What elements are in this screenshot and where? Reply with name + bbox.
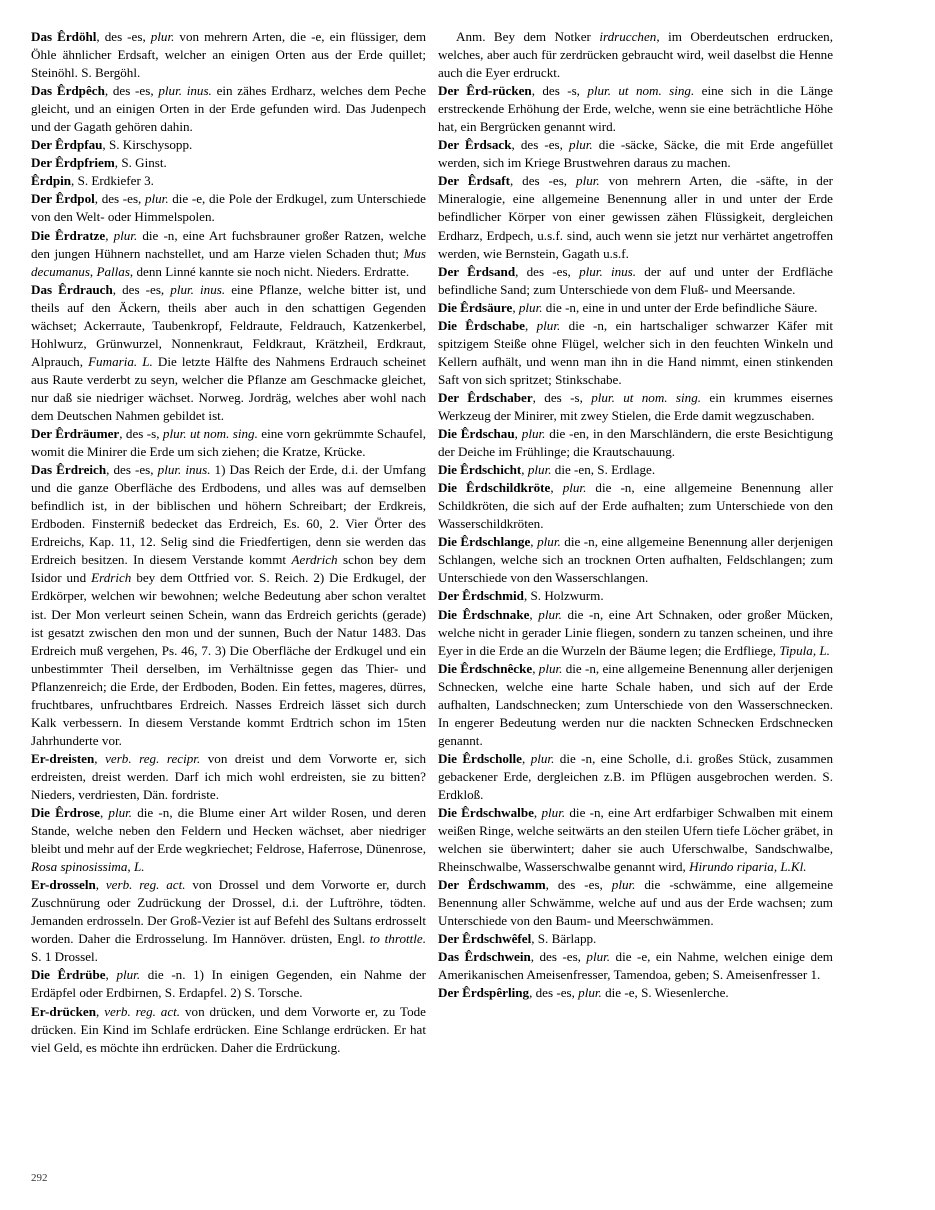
entry-text: , bbox=[524, 317, 537, 333]
entry-text: 1) Das Reich der Erde, d.i. der Umfang und die ganze Oberfläche des Erdbodens, und alles was auf demselben befindlich ist, in der biblischen und höhern Schreibart; der Erdkreis, Erdboden. Finsterniß bedecket das Erdreich, Es. 60, 2. Vier Örter des Erdreichs, Kap. 11, 12. Selig sind die Friedfertigen, denn sie werden das Erdreich besitzen. In diesem Verstande kommt bbox=[31, 462, 426, 568]
entry-text: die -e, die Pole der Erdkugel, zum Unterschiede von den Welt- oder Himmelspolen. bbox=[31, 191, 426, 225]
entry-text: Die letzte Hälfte des Nahmens Erdrauch scheinet aus Raute verderbt zu seyn, welcher die Pflanze am Geschmacke gleichet, nur daß sie niedriger wächset. Norweg. Jordräg, welches aber wohl nach dem Deutschen Nahmen gebildet ist. bbox=[31, 353, 426, 423]
entry-headword: Er-dreisten bbox=[31, 750, 95, 766]
entry-italic-text: Rosa spinosissima, L. bbox=[31, 859, 145, 875]
dictionary-entry bbox=[31, 1003, 426, 1057]
entry-italic-text: plur. ut nom. sing. bbox=[591, 389, 702, 405]
dictionary-entry bbox=[31, 750, 426, 804]
entry-headword: Der Êrdpfau bbox=[31, 137, 103, 153]
dictionary-entry bbox=[438, 389, 833, 425]
dictionary-entry bbox=[438, 804, 833, 876]
dictionary-entry bbox=[438, 660, 833, 750]
entry-headword: Die Êrdsäure bbox=[438, 299, 513, 315]
entry-text: bey dem Ottfried vor. S. Reich. 2) Die Erdkugel, der Erdkörper, welchen wir bewohnen; welche Bedeutung aber schon veraltet ist. Der Mon verleurt seinen Schein, wann das Erdreich gerichts (gerade) ist gesatzt zwischen den mon und der sunnen, Buch der Natur 1483. Das Erdreich muß vergehen, Ps. 46, 7. 3) Die Oberfläche der Erdkugel und ein unbestimmter Theil derselben, im Verhältnisse gegen das Thier- und Pflanzenreich; die Erde, der Erdboden, Boden. Ein fettes, mageres, dürres, fruchtbares, unfruchtbares Erdreich. Nasses Erdreich lässet sich durch Kalk verbessern. In diesem Verstande kommt Erdtrich schon im 15ten Jahrhunderte vor. bbox=[31, 570, 426, 748]
entry-text: die -schwämme, eine allgemeine Benennung aller Schwämme, welche auf und aus der Erde wachsen; zum Unterschiede von den Baum- und Meerschwämmen. bbox=[438, 877, 834, 929]
dictionary-entry bbox=[31, 190, 426, 226]
dictionary-entry bbox=[438, 263, 833, 299]
entry-text: , bbox=[95, 1003, 105, 1019]
dictionary-entry bbox=[31, 227, 426, 281]
entry-italic-text: plur. ut nom. sing. bbox=[587, 83, 695, 99]
entry-headword: Der Êrdsand bbox=[438, 263, 516, 279]
entry-text: , S. Bärlapp. bbox=[531, 931, 597, 947]
dictionary-entry bbox=[438, 930, 833, 948]
entry-text: , des -es, bbox=[96, 29, 151, 44]
entry-text: , S. Erdkiefer 3. bbox=[71, 173, 154, 189]
entry-text: , bbox=[105, 227, 114, 243]
entry-text: die -n, eine Art fuchsbrauner großer Ratzen, welche den jungen Hühnern nachstellet, und am Harze vielen Schaden thut; bbox=[31, 227, 427, 261]
entry-headword: Das Êrdschwein bbox=[438, 949, 531, 965]
entry-italic-text: plur. bbox=[536, 317, 561, 333]
page-number: 292 bbox=[31, 1172, 48, 1184]
entry-headword: Der Êrdpol bbox=[31, 191, 95, 207]
entry-italic-text: plur. bbox=[530, 750, 555, 766]
entry-text: , des -es, bbox=[94, 191, 145, 207]
left-column bbox=[31, 28, 426, 1057]
dictionary-entry bbox=[438, 299, 833, 317]
entry-text: , bbox=[521, 462, 528, 478]
entry-text: , des -es, bbox=[106, 462, 158, 478]
entry-italic-text: plur. inus. bbox=[579, 263, 637, 279]
entry-italic-text: verb. reg. recipr. bbox=[105, 750, 201, 766]
entry-headword: Die Êrdschlange bbox=[438, 534, 531, 550]
entry-italic-text: Fumaria. L. bbox=[88, 353, 153, 369]
entry-italic-text: plur. inus. bbox=[170, 281, 226, 297]
dictionary-entry bbox=[31, 154, 426, 172]
entry-headword: Das Êrdöhl bbox=[31, 29, 97, 44]
entry-italic-text: Aerdrich bbox=[291, 552, 338, 568]
entry-text: , bbox=[550, 480, 563, 496]
entry-text: , S. Holzwurm. bbox=[523, 588, 604, 604]
entry-text: , des -es, bbox=[529, 985, 579, 1001]
entry-text: die -n, eine allgemeine Benennung aller derjenigen Schlangen, welche sich an trocknen Orten aufhalten, Feldschlangen; zum Unterschiede von den Wasserschlangen. bbox=[438, 534, 834, 586]
entry-headword: Die Êrdscholle bbox=[438, 750, 522, 766]
entry-italic-text: plur. bbox=[578, 985, 602, 1001]
entry-headword: Die Êrdratze bbox=[31, 227, 106, 243]
dictionary-entry bbox=[438, 606, 833, 660]
entry-text: , bbox=[514, 426, 522, 442]
entry-headword: Die Êrdschwalbe bbox=[438, 805, 534, 821]
entry-headword: Die Êrdschnake bbox=[438, 606, 530, 622]
entry-text: die -n. 1) In einigen Gegenden, ein Nahme der Erdäpfel oder Erdbirnen, S. Erdapfel. 2) S. Torsche. bbox=[31, 967, 427, 1001]
entry-italic-text: plur. bbox=[611, 877, 636, 893]
entry-italic-text: plur. bbox=[144, 191, 169, 207]
entry-headword: Die Êrdrose bbox=[31, 805, 100, 821]
entry-text: ein krummes eisernes Werkzeug der Minirer, mit zwey Stielen, die Erde damit wegzuschaben. bbox=[438, 389, 833, 423]
entry-italic-text: plur. bbox=[518, 299, 543, 315]
dictionary-entry bbox=[31, 425, 426, 461]
dictionary-page bbox=[31, 28, 901, 1178]
entry-headword: Der Êrdräumer bbox=[31, 426, 120, 442]
entry-italic-text: plur. ut nom. sing. bbox=[162, 426, 258, 442]
entry-headword: Das Êrdpêch bbox=[31, 83, 105, 99]
entry-italic-text: plur. bbox=[562, 480, 587, 496]
entry-headword: Der Êrdsack bbox=[438, 137, 512, 153]
entry-text: , bbox=[512, 299, 519, 315]
dictionary-entry bbox=[31, 966, 426, 1002]
entry-text: die -n, eine in und unter der Erde befindliche Säure. bbox=[542, 299, 818, 315]
entry-italic-text: plur. bbox=[586, 949, 611, 965]
entry-text: der auf und unter der Erdfläche befindliche Sand; zum Unterschiede von dem Fluß- und Meersande. bbox=[438, 263, 833, 297]
entry-italic-text: plur. bbox=[541, 805, 566, 821]
dictionary-entry bbox=[438, 533, 833, 587]
dictionary-entry bbox=[438, 425, 833, 461]
entry-headword: Der Êrdschwêfel bbox=[438, 931, 532, 947]
entry-text: ein zähes Erdharz, welches dem Peche gleicht, und an einigen Orten in der Erde gefunden wird. Das Judenpech und der Gagath gehören dahin. bbox=[31, 83, 426, 135]
entry-text: denn Linné kannte sie noch nicht. Nieders. Erdratte. bbox=[133, 263, 410, 279]
entry-text: die -e, S. Wiesenlerche. bbox=[601, 985, 729, 1001]
dictionary-entry bbox=[31, 281, 426, 425]
entry-italic-text: plur. bbox=[569, 137, 593, 153]
entry-italic-text: Erdrich bbox=[91, 570, 132, 586]
entry-italic-text: plur. bbox=[116, 967, 141, 983]
entry-headword: Der Êrd-rücken bbox=[438, 83, 532, 99]
entry-italic-text: plur. bbox=[108, 805, 133, 821]
entry-italic-text: plur. inus. bbox=[158, 83, 212, 99]
dictionary-entry bbox=[438, 172, 833, 262]
entry-headword: Er-drücken bbox=[31, 1003, 96, 1019]
dictionary-entry bbox=[438, 587, 833, 605]
entry-text: die -n, die Blume einer Art wilder Rosen, und deren Stande, welche neben den Feldern und Hecken wächset, aber niedriger bleibt und mehr auf der Erde wegkriechet; Feldrose, Haferrose, Dünenrose, bbox=[31, 805, 426, 857]
entry-text: , S. Ginst. bbox=[114, 155, 167, 171]
entry-italic-text: plur. inus. bbox=[157, 462, 211, 478]
entry-text: die -n, eine Scholle, d.i. großes Stück, zusammen gebackener Erde, dergleichen z.B. im Pflügen ausgebrochen werden. S. Erdkloß. bbox=[438, 750, 833, 802]
entry-text: , bbox=[530, 534, 538, 550]
entry-italic-text: verb. reg. act. bbox=[105, 877, 186, 893]
dictionary-entry bbox=[438, 461, 833, 479]
entry-headword: Die Êrdrübe bbox=[31, 967, 106, 983]
entry-text: , des -s, bbox=[532, 389, 592, 405]
dictionary-entry bbox=[438, 750, 833, 804]
entry-text: eine Pflanze, welche bitter ist, und theils auf den Äckern, theils aber auch in den schattigen Gegenden wächset; Ackerraute, Taubenkropf, Feldraute, Feldrauch, Katzenkerbel, Hohlwurz, Grünwurzel, Nonnenkraut, Feldkraut, Krätzheil, Erdkraut, Alprauch, bbox=[31, 281, 426, 369]
entry-italic-text: plur. bbox=[113, 227, 138, 243]
dictionary-entry bbox=[438, 317, 833, 389]
entry-headword: Der Êrdpfriem bbox=[31, 155, 115, 171]
entry-text: , bbox=[94, 750, 106, 766]
dictionary-entry bbox=[438, 28, 833, 82]
entry-italic-text: plur. bbox=[150, 29, 175, 44]
entry-text: von mehrern Arten, die -e, ein flüssiger, dem Öhle ähnlicher Erdsaft, welcher an einigen Orten aus der Erde quillet; Steinöhl. S. Bergöhl. bbox=[31, 29, 427, 81]
entry-text: eine sich in die Länge erstreckende Erhöhung der Erde, welche, wenn sie eine beträchtliche Höhe hat, ein Bergrücken genannt wird. bbox=[438, 83, 833, 135]
entry-italic-text: Tipula, L. bbox=[779, 642, 830, 658]
entry-text: die -n, eine Art erdfarbiger Schwalben mit einem weißen Ringe, welche seitwärts an den steilen Ufern tiefe Löcher gräbet, in welchen sie überwintert; daher sie auch Uferschwalbe, Sandschwalbe, Rheinschwalbe, Wasserschwalbe genannt wird, bbox=[438, 805, 834, 875]
entry-text: die -säcke, Säcke, die mit Erde angefüllet werden, sich im Kriege Brustwehren daraus zu machen. bbox=[438, 137, 834, 171]
entry-italic-text: Hirundo riparia, L.Kl. bbox=[689, 859, 807, 875]
dictionary-entry bbox=[438, 876, 833, 930]
entry-text: im Oberdeutschen erdrucken, welches, aber auch für zerdrücken gebraucht wird, weil daselbst die Henne auch die Eyer erdruckt. bbox=[438, 29, 833, 81]
entry-text: , bbox=[105, 967, 117, 983]
entry-italic-text: Mus decumanus, Pallas, bbox=[31, 245, 426, 279]
entry-headword: Er-drosseln bbox=[31, 877, 96, 893]
entry-headword: Êrdpin bbox=[31, 173, 72, 189]
dictionary-entry bbox=[438, 984, 833, 1002]
dictionary-entry bbox=[31, 461, 426, 750]
dictionary-entry bbox=[438, 948, 833, 984]
entry-headword: Die Êrdschildkröte bbox=[438, 480, 551, 496]
dictionary-entry bbox=[31, 82, 426, 136]
entry-italic-text: verb. reg. act. bbox=[104, 1003, 181, 1019]
entry-text: S. 1 Drossel. bbox=[31, 949, 98, 965]
entry-italic-text: plur. bbox=[521, 426, 546, 442]
entry-italic-text: irdrucchen, bbox=[599, 29, 660, 44]
entry-italic-text: plur. bbox=[538, 660, 563, 676]
entry-italic-text: plur. bbox=[538, 606, 562, 622]
entry-text: , des -es, bbox=[511, 137, 570, 153]
entry-headword: Der Êrdsaft bbox=[438, 173, 510, 189]
entry-headword: Der Êrdschaber bbox=[438, 389, 533, 405]
dictionary-entry bbox=[438, 136, 833, 172]
dictionary-entry bbox=[438, 479, 833, 533]
entry-headword: Das Êrdrauch bbox=[31, 281, 113, 297]
entry-headword: Die Êrdschabe bbox=[438, 317, 525, 333]
entry-text: die -en, S. Erdlage. bbox=[551, 462, 656, 478]
dictionary-entry bbox=[31, 28, 426, 82]
entry-italic-text: plur. bbox=[527, 462, 552, 478]
entry-text: , bbox=[99, 805, 109, 821]
entry-text: schon bey dem Isidor und bbox=[31, 552, 426, 586]
entry-headword: Die Êrdschau bbox=[438, 426, 515, 442]
entry-headword: Der Êrdschwamm bbox=[438, 877, 546, 893]
dictionary-entry bbox=[31, 804, 426, 876]
entry-text: die -n, eine allgemeine Benennung aller derjenigen Schnecken, welche eine harte Schale haben, und sich auf der Erde aufhalten, Landschnecken; zum Unterschiede von den Wasserschnecken. In engerer Bedeutung werden nur die nackten Schnecken Erdschnecken genannt. bbox=[438, 660, 834, 748]
entry-text: , des -es, bbox=[104, 83, 159, 99]
entry-text: von dreist und dem Vorworte er, sich erdreisten, dreist werden. Darf ich mich wohl erdreisten, sie zu bitten? Nieders, verdriesten, Dän. fordriste. bbox=[31, 750, 427, 802]
entry-text: , des -es, bbox=[530, 949, 587, 965]
entry-text: , bbox=[95, 877, 106, 893]
entry-text: , bbox=[521, 750, 531, 766]
entry-headword: Der Êrdschmid bbox=[438, 588, 524, 604]
entry-text: die -en, in den Marschländern, die erste Besichtigung der Deiche im Frühlinge; die Krautschauung. bbox=[438, 426, 834, 460]
right-column bbox=[438, 28, 833, 1003]
entry-text: Anm. Bey dem Notker bbox=[456, 29, 600, 44]
dictionary-entry bbox=[31, 172, 426, 190]
entry-text: , S. Kirschysopp. bbox=[102, 137, 193, 153]
entry-text: , des -es, bbox=[509, 173, 577, 189]
entry-text: , des -s, bbox=[119, 426, 163, 442]
entry-headword: Die Êrdschicht bbox=[438, 462, 522, 478]
entry-italic-text: to throttle. bbox=[369, 931, 426, 947]
entry-text: von mehrern Arten, die -säfte, in der Mineralogie, eine allgemeine Benennung aller in und unter der Erde befindlicher Körper von einer gewissen zähen Flüssigkeit, dergleichen Erdharz, Erdpech, u.s.f. sind, auch wenn sie jetzt nur verhärtet angetroffen werden, wie Bernstein, Gagath u.s.f. bbox=[438, 173, 834, 261]
entry-headword: Der Êrdspêrling bbox=[438, 985, 530, 1001]
entry-text: , des -s, bbox=[531, 83, 588, 99]
entry-headword: Die Êrdschnêcke bbox=[438, 660, 533, 676]
entry-italic-text: plur. bbox=[537, 534, 561, 550]
entry-text: , bbox=[533, 805, 542, 821]
entry-text: eine vorn gekrümmte Schaufel, womit die Minirer die Erde um sich ziehen; die Kratze, Krücke. bbox=[31, 426, 427, 460]
entry-text: die -n, ein hartschaliger schwarzer Käfer mit spitzigem Steiße ohne Flügel, welcher sich in den feuchten Winkeln und Kellern aufhält, und wenn man ihn in die Hand nimmt, einen stinkenden Saft von sich spritzet; Stinkschabe. bbox=[438, 317, 834, 387]
entry-text: die -e, ein Nahme, welchen einige dem Amerikanischen Ameisenfresser, Tamendoa, geben; S. Ameisenfresser 1. bbox=[438, 949, 833, 983]
dictionary-entry bbox=[438, 82, 833, 136]
entry-text: , bbox=[529, 606, 539, 622]
entry-text: die -n, eine Art Schnaken, oder großer Mücken, welche nicht in gerader Linie fliegen, sondern zu tanzen scheinen, und ihre Eyer in die Erde an die Wurzeln der Bäume legen; die Erdfliege, bbox=[438, 606, 833, 658]
entry-text: , des -es, bbox=[545, 877, 612, 893]
entry-text: , des -es, bbox=[112, 281, 171, 297]
entry-text: , bbox=[532, 660, 539, 676]
entry-text: , des -es, bbox=[515, 263, 580, 279]
dictionary-entry bbox=[31, 136, 426, 154]
entry-text: von drücken, und dem Vorworte er, zu Tode drücken. Ein Kind im Schlafe erdrücken. Eine Schlange erdrücken. Er hat viel Geld, es möchte ihn erdrücken. Daher die Erdrückung. bbox=[31, 1003, 426, 1055]
dictionary-entry bbox=[31, 876, 426, 966]
entry-italic-text: plur. bbox=[576, 173, 600, 189]
entry-text: die -n, eine allgemeine Benennung aller Schildkröten, die sich auf der Erde aufhalten; zum Unterschiede von den Wasserschildkröten. bbox=[438, 480, 833, 532]
entry-text: von Drossel und dem Vorworte er, durch Zuschnürung oder Zudrückung der Drossel, d.i. der Luftröhre, tödten. Jemanden erdrosseln. Der Groß-Vezier ist auf Befehl des Sultans erdrosselt worden. Daher die Erdrosselung. Im Hannöver. drüsten, Engl. bbox=[31, 877, 426, 947]
entry-headword: Das Êrdreich bbox=[31, 462, 107, 478]
